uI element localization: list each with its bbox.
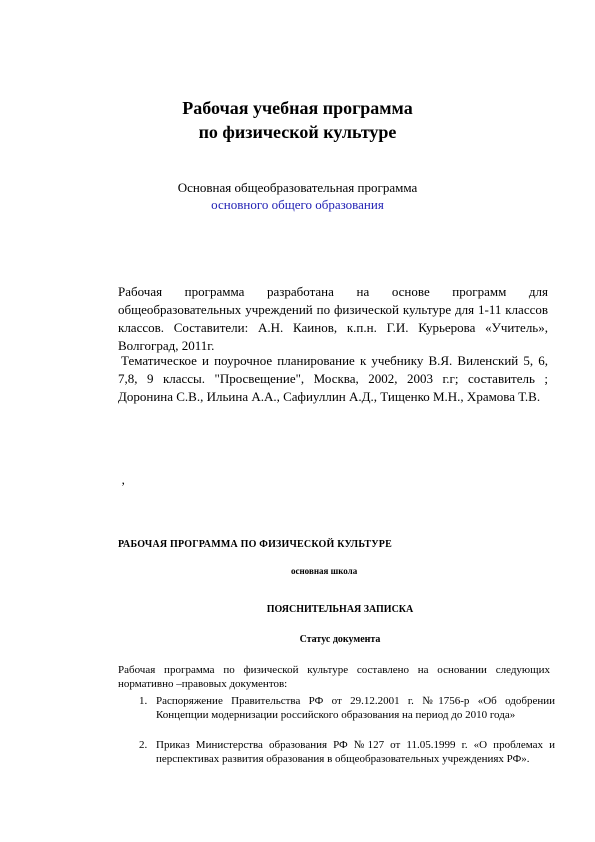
- document-title-line-2: по физической культуре: [198, 122, 397, 142]
- list-item-number: 1.: [139, 695, 148, 707]
- intro-paragraph-2: Тематическое и поурочное планирование к учебнику В.Я. Виленский 5, 6, 7,8, 9 классы. "Просвещение", Москва, 2002, 2003 г.г; составитель ; Доронина С.В., Ильина А.А., Сафиуллин А.Д., Тищенко М.Н., Храмова Т.В.: [118, 353, 548, 404]
- document-title-line-1: Рабочая учебная программа: [182, 98, 413, 118]
- section-body: Рабочая программа по физической культуре составлено на основании следующих нормативно –правовых документов:: [118, 664, 550, 690]
- section-heading: РАБОЧАЯ ПРОГРАММА ПО ФИЗИЧЕСКОЙ КУЛЬТУРЕ: [118, 539, 392, 550]
- intro-paragraph-1: Рабочая программа разработана на основе программ для общеобразовательных учреждений по физической культуре для 1-11 классов классов. Составители: А.Н. Каинов, к.п.н. Г.И. Курьерова «Учитель», Волгоград, 2011г.: [118, 284, 548, 353]
- list-item-number: 2.: [139, 739, 148, 751]
- list-item: [139, 694, 555, 722]
- document-status-heading: Статус документа: [299, 634, 381, 645]
- list-item: [139, 738, 555, 766]
- school-level: основная школа: [291, 566, 358, 576]
- program-level: основного общего образования: [211, 197, 384, 212]
- explanatory-note-heading: ПОЯСНИТЕЛЬНАЯ ЗАПИСКА: [266, 604, 414, 615]
- stray-mark: ‚: [121, 472, 126, 487]
- program-type: Основная общеобразовательная программа: [177, 180, 418, 195]
- list-item-text: Распоряжение Правительства РФ от 29.12.2001 г. №1756-р «Об одобрении Концепции модернизации российского образования на период до 2010 года»: [156, 695, 555, 721]
- list-item-text: Приказ Министерства образования РФ №127 от 11.05.1999 г. «О проблемах и перспективах развития образования в общеобразовательных учреждениях РФ».: [156, 739, 555, 765]
